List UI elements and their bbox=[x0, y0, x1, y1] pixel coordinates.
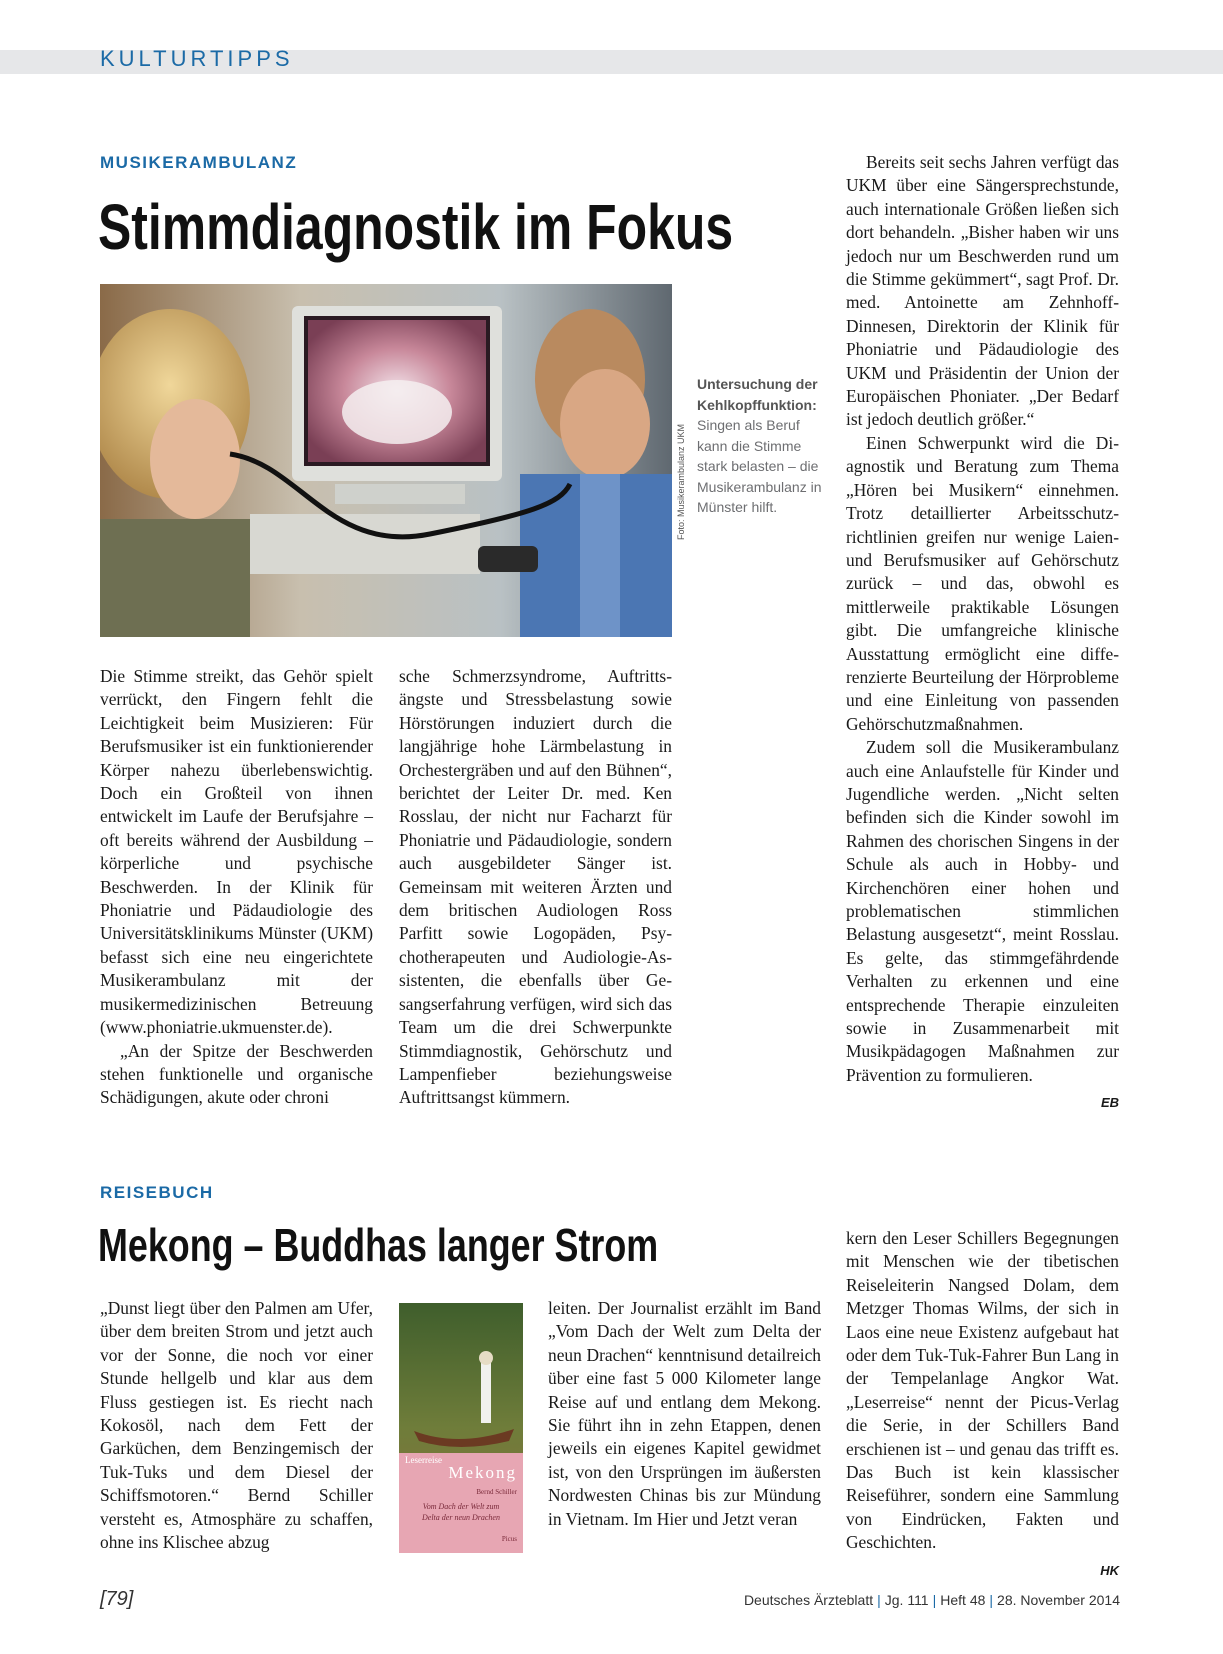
book-author: Bernd Schiller bbox=[476, 1488, 517, 1496]
journal-date: 28. November 2014 bbox=[997, 1592, 1120, 1608]
article1-column-2 bbox=[399, 665, 672, 1110]
book-subtitle bbox=[399, 1501, 523, 1523]
paragraph: „An der Spitze der Beschwerden stehen funktionelle und organische Schädigungen, akute oder chroni bbox=[100, 1040, 373, 1108]
article2-column-2 bbox=[548, 1297, 821, 1531]
article2-kicker: REISEBUCH bbox=[100, 1183, 214, 1202]
article1-photo bbox=[100, 284, 672, 637]
article1-column-1 bbox=[100, 665, 373, 1110]
author-signature: EB bbox=[1100, 1095, 1119, 1111]
paragraph: Zudem soll die Musikerambulanz auch eine Anlaufstelle für Kinder und Jugendliche werden. „Nicht selten befinden sich die Kinder sowohl im Rahmen des chorischen Singens in der Schule als auch in Hobby- und Kirchenchören einer hohen und problematischen stimmlichen Belastung ausgesetzt“, meint Rosslau. Es gelte, das stimmgefährdende Verhalten zu erkennen und eine entsprechende Therapie einzuleiten sowie in Zusammenarbeit mit Musikpädagogen Maßnahmen zur Prävention zu formulieren. bbox=[846, 737, 1119, 1085]
paragraph: sche Schmerzsyndrome, Auftrittsängste und Stressbelastung sowie Hörstörungen induziert durch die langjährige hohe Lärmbelastung in Orchestergräben und auf den Bühnen“, berichtet der Leiter Dr. med. Ken Rosslau, der nicht nur Facharzt für Phoniatrie und Pädaudiologie, sondern auch ausgebildeter Sänger ist. Gemeinsam mit weiteren Ärzten und dem britischen Audiologen Ross Parfitt sowie Logopäden, Psychotherapeuten und Audiologie-Assistenten, die ebenfalls über Gesangserfahrung verfügen, wird sich das Team um die drei Schwerpunkte Stimmdiagnostik, Gehörschutz und Lampenfieber beziehungsweise Auftrittsangst kümmern. bbox=[399, 666, 672, 1108]
journal-name: Deutsches Ärzteblatt bbox=[743, 1592, 874, 1608]
book-publisher: Picus bbox=[501, 1535, 517, 1543]
page-number: [79] bbox=[100, 1588, 134, 1610]
section-label: KULTURTIPPS bbox=[100, 46, 294, 71]
paragraph: kern den Leser Schillers Begegnungen mit Menschen wie der tibetischen Reiseleiterin Nangsed Dolam, dem Metzger Thomas Wilms, der sich in Laos eine neue Existenz aufgebaut hat oder dem Tuk-Tuk-Fahrer Bun Lang in der Tempelanlage Angkor Wat. „Leserreise“ nennt der Picus-Verlag die Serie, in der Schillers Band erschienen ist – und genau das trifft es. Das Buch ist kein klassischer Reiseführer, sondern eine Sammlung von Eindrücken, Fakten und Geschichten. bbox=[846, 1228, 1119, 1553]
book-subtitle-line-2: Delta der neun Drachen bbox=[422, 1513, 500, 1522]
article2-headline: Mekong – Buddhas langer Strom bbox=[98, 1219, 659, 1271]
paragraph: Bereits seit sechs Jahren verfügt das UKM über eine Sängersprechstunde, auch internationale Größen ließen sich dort behandeln. „Bisher haben wir uns jedoch nur um Beschwerden rund um die Stimme gekümmert“, sagt Prof. Dr. med. Antoinette am Zehnhoff-Dinnesen, Direktorin der Klinik für Phoniatrie und Pädaudiologie des UKM und Präsidentin der Union der Europäischen Phoniater. „Der Bedarf ist jedoch deutlich größer.“ bbox=[846, 152, 1119, 430]
paragraph: Die Stimme streikt, das Gehör spielt verrückt, den Fingern fehlt die Leichtigkeit beim Musizieren: Für Berufsmusiker ist ein funktionierender Körper nahezu überlebenswichtig. Doch ein Großteil von ihnen entwickelt im Laufe der Berufsjahre – oft bereits während der Ausbildung – körperliche und psychische Beschwerden. In der Klinik für Phoniatrie und Pädaudiologie des Universitätsklinikums Münster (UKM) befasst sich eine neu eingerichtete Musikerambulanz mit der musikermedizinischen Betreuung (www.phoniatrie.ukmuenster.de). bbox=[100, 666, 373, 1038]
footer-citation: Deutsches Ärzteblatt | Jg. 111 | Heft 48 | 28. November 2014 bbox=[743, 1592, 1120, 1608]
article1-headline: Stimmdiagnostik im Fokus bbox=[98, 191, 734, 263]
book-subtitle-line-1: Vom Dach der Welt zum bbox=[422, 1502, 500, 1511]
book-series: Leserreise bbox=[405, 1455, 442, 1465]
photo-credit: Foto: Musikerambulanz UKM bbox=[676, 423, 686, 540]
photo-caption bbox=[697, 374, 827, 518]
journal-volume: Jg. 111 bbox=[884, 1592, 929, 1608]
article1-column-3 bbox=[846, 151, 1119, 1115]
book-cover bbox=[399, 1303, 523, 1553]
article2-column-3 bbox=[846, 1227, 1119, 1582]
author-signature: HK bbox=[1100, 1562, 1119, 1578]
paragraph: „Dunst liegt über den Palmen am Ufer, über dem breiten Strom und jetzt auch vor der Sonne, die noch vor einer Stunde hellgelb und klar aus dem Fluss gestiegen ist. Es riecht nach Kokosöl, nach dem Fett der Garküchen, dem Benzingemisch der Tuk-Tuks und dem Diesel der Schiffsmotoren.“ Bernd Schiller versteht es, Atmosphäre zu schaffen, ohne ins Klischee abzug bbox=[100, 1298, 373, 1553]
article1-kicker: MUSIKERAMBULANZ bbox=[100, 153, 298, 172]
article2-column-1 bbox=[100, 1297, 373, 1554]
book-title: Mekong bbox=[448, 1463, 517, 1482]
caption-text: Singen als Beruf kann die Stimme stark belasten – die Musikerambulanz in Münster hilft. bbox=[697, 417, 822, 515]
journal-issue: Heft 48 bbox=[940, 1592, 986, 1608]
paragraph: leiten. Der Journalist erzählt im Band „Vom Dach der Welt zum Delta der neun Drachen“ kenntnisund detailreich über eine fast 5 000 Kilometer lange Reise auf und entlang dem Mekong. Sie führt ihn in zehn Etappen, denen jeweils ein eigenes Kapitel gewidmet ist, von den Ursprüngen im äußersten Nordwesten Chinas bis zur Mündung in Vietnam. Im Hier und Jetzt veran bbox=[548, 1298, 821, 1529]
caption-title: Untersuchung der Kehlkopffunktion: bbox=[697, 376, 818, 413]
paragraph: Einen Schwerpunkt wird die Diagnostik und Beratung zum Thema „Hören bei Musikern“ einnehmen. Trotz detaillierter Arbeitsschutzrichtlinien greifen nur wenige Laien- und Berufsmusiker auf Gehörschutz zurück – und das, obwohl es mittlerweile praktikable Lösungen gibt. Die umfangreiche klinische Ausstattung ermöglicht eine differenzierte Beurteilung der Hörprobleme und eine Einleitung von passenden Gehörschutzmaßnahmen. bbox=[846, 432, 1119, 734]
